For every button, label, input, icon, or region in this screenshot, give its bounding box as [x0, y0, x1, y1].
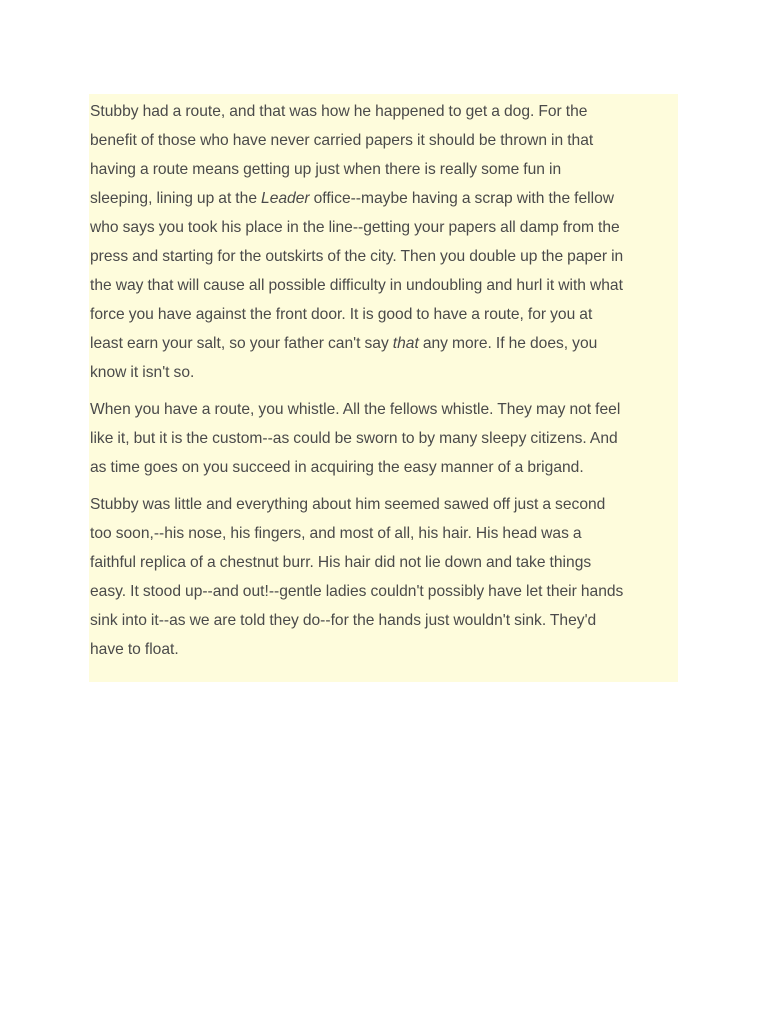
text-line — [90, 97, 678, 126]
text-line — [90, 126, 678, 155]
text-run: sink into it--as we are told they do--for the hands just wouldn't sink. They'd — [90, 612, 597, 629]
text-run: Stubby had a route, and that was how he happened to get a dog. For the — [90, 103, 588, 120]
text-run: easy. It stood up--and out!--gentle ladies couldn't possibly have let their hands — [90, 583, 624, 600]
text-run: have to float. — [90, 641, 179, 658]
paragraph-3 — [90, 490, 678, 664]
paragraph-2 — [90, 395, 678, 482]
text-line — [90, 358, 678, 387]
text-line — [90, 635, 678, 664]
text-line — [90, 395, 678, 424]
text-run: benefit of those who have never carried papers it should be thrown in that — [90, 132, 594, 149]
text-run: the way that will cause all possible difficulty in undoubling and hurl it with what — [90, 277, 623, 294]
text-line — [90, 242, 678, 271]
text-line — [90, 271, 678, 300]
text-run: Stubby was little and everything about him seemed sawed off just a second — [90, 496, 606, 513]
text-run: like it, but it is the custom--as could be sworn to by many sleepy citizens. And — [90, 430, 618, 447]
text-line — [90, 155, 678, 184]
text-line — [90, 577, 678, 606]
text-line — [90, 184, 678, 213]
text-line — [90, 490, 678, 519]
text-line — [90, 424, 678, 453]
text-run: force you have against the front door. It is good to have a route, for you at — [90, 306, 593, 323]
text-run: as time goes on you succeed in acquiring the easy manner of a brigand. — [90, 459, 584, 476]
text-line — [90, 453, 678, 482]
text-line — [90, 329, 678, 358]
paragraph-1 — [90, 97, 678, 387]
text-run: too soon,--his nose, his fingers, and most of all, his hair. His head was a — [90, 525, 582, 542]
text-run: who says you took his place in the line--getting your papers all damp from the — [90, 219, 620, 236]
text-run: know it isn't so. — [90, 364, 195, 381]
text-run: having a route means getting up just when there is really some fun in — [90, 161, 562, 178]
text-run: least earn your salt, so your father can't say — [90, 335, 393, 352]
text-run: When you have a route, you whistle. All the fellows whistle. They may not feel — [90, 401, 621, 418]
text-run: any more. If he does, you — [418, 335, 598, 352]
text-run: press and starting for the outskirts of the city. Then you double up the paper in — [90, 248, 624, 265]
italic-text: that — [392, 335, 419, 352]
text-line — [90, 548, 678, 577]
text-line — [90, 519, 678, 548]
text-line — [90, 213, 678, 242]
text-run: sleeping, lining up at the — [90, 190, 262, 207]
text-line — [90, 606, 678, 635]
text-run: office--maybe having a scrap with the fellow — [309, 190, 615, 207]
text-line — [90, 300, 678, 329]
italic-text: Leader — [261, 190, 310, 207]
text-run: faithful replica of a chestnut burr. His hair did not lie down and take things — [90, 554, 592, 571]
story-text-block — [89, 94, 678, 682]
